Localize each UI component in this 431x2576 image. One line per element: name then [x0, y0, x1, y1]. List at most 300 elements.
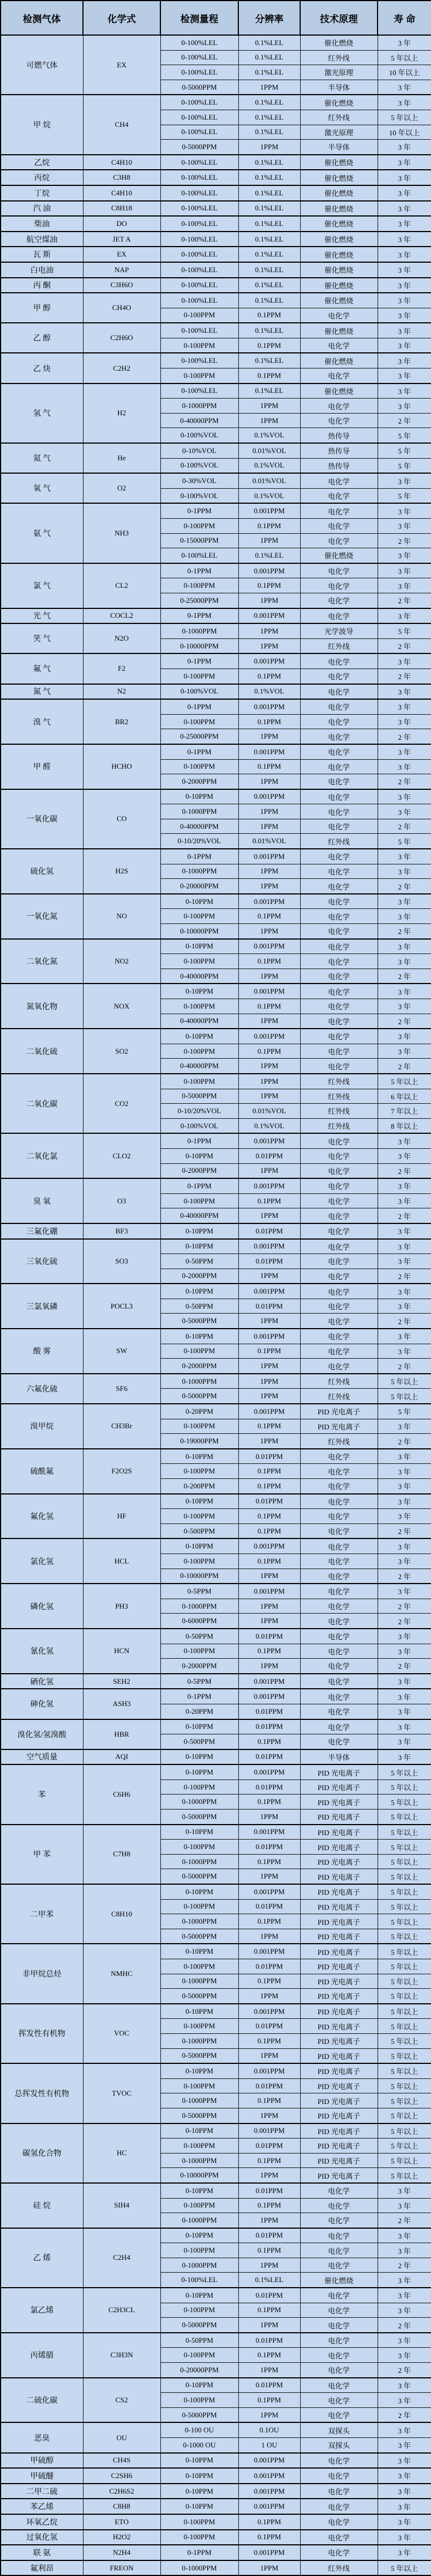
principle-cell: 催化燃烧: [300, 216, 378, 232]
lifespan-cell: 3 年: [378, 2422, 431, 2437]
range-cell: 0-10/20%VOL: [160, 834, 238, 849]
lifespan-cell: 3 年: [378, 1029, 431, 1044]
lifespan-cell: 3 年: [378, 1494, 431, 1509]
range-cell: 0-100%LEL: [160, 353, 238, 368]
resolution-cell: 0.1PPM: [238, 2514, 300, 2530]
lifespan-cell: 3 年: [378, 399, 431, 414]
formula-cell: He: [83, 443, 160, 473]
resolution-cell: 0.1PPM: [238, 1974, 300, 1989]
lifespan-cell: 5 年以上: [378, 2033, 431, 2048]
gas-name-cell: 硫酰氟: [1, 1449, 83, 1494]
lifespan-cell: 5 年以上: [378, 1764, 431, 1779]
formula-cell: CH4S: [83, 2453, 160, 2469]
formula-cell: HC: [83, 2123, 160, 2183]
gas-name-cell: 丙烷: [1, 170, 83, 185]
range-cell: 0-40000PPM: [160, 413, 238, 428]
principle-cell: 电化学: [300, 1029, 378, 1044]
resolution-cell: 1PPM: [238, 1614, 300, 1629]
range-cell: 0-100PPM: [160, 999, 238, 1014]
formula-cell: H2S: [83, 849, 160, 894]
resolution-cell: 0.1PPM: [238, 1344, 300, 1359]
resolution-cell: 0.1PPM: [238, 1795, 300, 1810]
gas-name-cell: 六氟化硫: [1, 1374, 83, 1404]
lifespan-cell: 2 年: [378, 2363, 431, 2378]
gas-name-cell: 酸 雾: [1, 1329, 83, 1374]
range-cell: 0-5000PPM: [160, 1810, 238, 1825]
resolution-cell: 0.1%LEL: [238, 125, 300, 140]
principle-cell: 电化学: [300, 1314, 378, 1329]
lifespan-cell: 5 年以上: [378, 2168, 431, 2183]
range-cell: 0-5000PPM: [160, 1389, 238, 1404]
table-row: [1, 1825, 431, 1840]
principle-cell: 红外线: [300, 1389, 378, 1404]
lifespan-cell: 5 年: [378, 488, 431, 503]
lifespan-cell: 3 年: [378, 155, 431, 170]
principle-cell: 电化学: [300, 1193, 378, 1208]
formula-cell: PH3: [83, 1584, 160, 1629]
formula-cell: SIH4: [83, 2183, 160, 2228]
lifespan-cell: 5 年以上: [378, 1929, 431, 1944]
table-row: [1, 2545, 431, 2560]
principle-cell: 电化学: [300, 1479, 378, 1494]
table-row: [1, 278, 431, 293]
lifespan-cell: 3 年: [378, 1299, 431, 1314]
range-cell: 0-10PPM: [160, 789, 238, 804]
range-cell: 0-40000PPM: [160, 1014, 238, 1029]
principle-cell: 电化学: [300, 1148, 378, 1163]
column-header: 分辨率: [238, 1, 300, 35]
formula-cell: JET A: [83, 232, 160, 247]
range-cell: 0-10PPM: [160, 894, 238, 909]
table-row: [1, 201, 431, 217]
lifespan-cell: 5 年以上: [378, 2048, 431, 2063]
table-row: [1, 623, 431, 638]
resolution-cell: 0.1%LEL: [238, 35, 300, 50]
resolution-cell: 0.1%LEL: [238, 232, 300, 247]
principle-cell: 催化燃烧: [300, 548, 378, 563]
principle-cell: 双探头: [300, 2438, 378, 2453]
resolution-cell: 0.1PPM: [238, 1464, 300, 1479]
column-header: 寿 命: [378, 1, 431, 35]
principle-cell: 电化学: [300, 2393, 378, 2408]
gas-name-cell: 白电油: [1, 262, 83, 278]
formula-cell: BR2: [83, 699, 160, 744]
resolution-cell: 0.01PPM: [238, 1449, 300, 1464]
range-cell: 0-100PPM: [160, 954, 238, 969]
range-cell: 0-100%LEL: [160, 50, 238, 65]
range-cell: 0-10/20%VOL: [160, 1104, 238, 1119]
gas-name-cell: 笑 气: [1, 623, 83, 653]
table-row: [1, 503, 431, 518]
range-cell: 0-1PPM: [160, 653, 238, 668]
lifespan-cell: 3 年: [378, 1584, 431, 1599]
range-cell: 0-25000PPM: [160, 729, 238, 744]
resolution-cell: 1 OU: [238, 2438, 300, 2453]
range-cell: 0-1PPM: [160, 849, 238, 864]
lifespan-cell: 2 年: [378, 924, 431, 939]
range-cell: 0-50PPM: [160, 1254, 238, 1269]
resolution-cell: 0.1PPM: [238, 1644, 300, 1659]
lifespan-cell: 3 年: [378, 2499, 431, 2514]
principle-cell: 红外线: [300, 1074, 378, 1089]
lifespan-cell: 2 年: [378, 1614, 431, 1629]
lifespan-cell: 3 年: [378, 2438, 431, 2453]
resolution-cell: 1PPM: [238, 1869, 300, 1884]
lifespan-cell: 3 年: [378, 35, 431, 50]
principle-cell: 催化燃烧: [300, 278, 378, 293]
range-cell: 0-10PPM: [160, 2004, 238, 2019]
lifespan-cell: 2 年: [378, 638, 431, 653]
principle-cell: 电化学: [300, 1269, 378, 1284]
table-row: [1, 353, 431, 368]
lifespan-cell: 2 年: [378, 2318, 431, 2333]
resolution-cell: 0.001PPM: [238, 1133, 300, 1148]
lifespan-cell: 3 年: [378, 2530, 431, 2545]
range-cell: 0-10PPM: [160, 1749, 238, 1765]
gas-name-cell: 溴 气: [1, 699, 83, 744]
resolution-cell: 1PPM: [238, 2048, 300, 2063]
table-row: [1, 2560, 431, 2576]
lifespan-cell: 5 年以上: [378, 1884, 431, 1899]
principle-cell: 电化学: [300, 2378, 378, 2393]
table-row: [1, 1239, 431, 1254]
principle-cell: 催化燃烧: [300, 201, 378, 217]
resolution-cell: 1PPM: [238, 1014, 300, 1029]
resolution-cell: 0.001PPM: [238, 939, 300, 954]
gas-name-cell: 联 氨: [1, 2545, 83, 2560]
range-cell: 0-1PPM: [160, 1178, 238, 1193]
lifespan-cell: 3 年: [378, 1689, 431, 1704]
lifespan-cell: 2 年: [378, 1599, 431, 1614]
formula-cell: C3H6O: [83, 278, 160, 293]
lifespan-cell: 5 年以上: [378, 2153, 431, 2168]
lifespan-cell: 2 年: [378, 1163, 431, 1178]
range-cell: 0-10PPM: [160, 2288, 238, 2303]
range-cell: 0-100PPM: [160, 1899, 238, 1914]
range-cell: 0-1PPM: [160, 1689, 238, 1704]
formula-cell: C4H10: [83, 155, 160, 170]
lifespan-cell: 2 年: [378, 2258, 431, 2273]
table-row: [1, 443, 431, 458]
range-cell: 0-100PPM: [160, 2243, 238, 2258]
gas-name-cell: 二氧化碳: [1, 1074, 83, 1133]
principle-cell: PID 光电离子: [300, 1825, 378, 1840]
gas-name-cell: 瓦 斯: [1, 247, 83, 262]
resolution-cell: 1PPM: [238, 1089, 300, 1104]
range-cell: 0-100%LEL: [160, 247, 238, 262]
principle-cell: 电化学: [300, 1239, 378, 1254]
resolution-cell: 0.1%VOL: [238, 428, 300, 443]
table-row: [1, 262, 431, 278]
resolution-cell: 0.001PPM: [238, 503, 300, 518]
principle-cell: 电化学: [300, 1599, 378, 1614]
table-row: [1, 170, 431, 185]
principle-cell: 电化学: [300, 2348, 378, 2363]
formula-cell: HCL: [83, 1538, 160, 1584]
range-cell: 0-1000PPM: [160, 2093, 238, 2108]
range-cell: 0-100PPM: [160, 2348, 238, 2363]
range-cell: 0-10%VOL: [160, 443, 238, 458]
resolution-cell: 0.01PPM: [238, 2228, 300, 2243]
resolution-cell: 1PPM: [238, 1074, 300, 1089]
gas-name-cell: 二甲苯: [1, 1884, 83, 1944]
range-cell: 0-20PPM: [160, 1404, 238, 1419]
range-cell: 0-10000PPM: [160, 1569, 238, 1584]
resolution-cell: 1PPM: [238, 2258, 300, 2273]
gas-name-cell: 乙 炔: [1, 353, 83, 383]
resolution-cell: 0.1PPM: [238, 2303, 300, 2318]
resolution-cell: 0.1PPM: [238, 368, 300, 384]
lifespan-cell: 5 年以上: [378, 1959, 431, 1974]
principle-cell: 电化学: [300, 1614, 378, 1629]
principle-cell: 红外线: [300, 2560, 378, 2576]
formula-cell: EX: [83, 247, 160, 262]
formula-cell: C2H4: [83, 2228, 160, 2288]
resolution-cell: 0.1%VOL: [238, 684, 300, 700]
formula-cell: C4H10: [83, 185, 160, 201]
lifespan-cell: 2 年: [378, 1523, 431, 1538]
principle-cell: 电化学: [300, 1359, 378, 1374]
formula-cell: C2SH6: [83, 2468, 160, 2484]
principle-cell: 电化学: [300, 399, 378, 414]
lifespan-cell: 5 年以上: [378, 2004, 431, 2019]
resolution-cell: 0.01PPM: [238, 1840, 300, 1855]
table-row: [1, 744, 431, 759]
formula-cell: HCHO: [83, 744, 160, 789]
formula-cell: DO: [83, 216, 160, 232]
gas-name-cell: 氮氧化物: [1, 984, 83, 1029]
lifespan-cell: 2 年: [378, 969, 431, 984]
formula-cell: H2O2: [83, 2530, 160, 2545]
lifespan-cell: 5 年以上: [378, 1795, 431, 1810]
resolution-cell: 0.001PPM: [238, 563, 300, 578]
lifespan-cell: 5 年: [378, 623, 431, 638]
resolution-cell: 0.01PPM: [238, 2139, 300, 2154]
principle-cell: 红外线: [300, 1434, 378, 1449]
principle-cell: 电化学: [300, 1719, 378, 1734]
resolution-cell: 0.001PPM: [238, 789, 300, 804]
principle-cell: PID 光电离子: [300, 1404, 378, 1419]
resolution-cell: 0.01PPM: [238, 1254, 300, 1269]
resolution-cell: 0.1PPM: [238, 2153, 300, 2168]
resolution-cell: 1PPM: [238, 864, 300, 879]
range-cell: 0-100PPM: [160, 1464, 238, 1479]
lifespan-cell: 3 年: [378, 759, 431, 774]
principle-cell: 热传导: [300, 443, 378, 458]
lifespan-cell: 5 年以上: [378, 1374, 431, 1389]
range-cell: 0-5000PPM: [160, 1869, 238, 1884]
range-cell: 0-5000PPM: [160, 140, 238, 155]
resolution-cell: 0.1%LEL: [238, 95, 300, 110]
range-cell: 0-100PPM: [160, 2019, 238, 2034]
resolution-cell: 1PPM: [238, 774, 300, 789]
resolution-cell: 0.1%LEL: [238, 201, 300, 217]
range-cell: 0-15000PPM: [160, 533, 238, 548]
principle-cell: 电化学: [300, 593, 378, 608]
lifespan-cell: 3 年: [378, 1704, 431, 1719]
resolution-cell: 0.01PPM: [238, 1704, 300, 1719]
resolution-cell: 1PPM: [238, 1359, 300, 1374]
lifespan-cell: 3 年: [378, 1133, 431, 1148]
lifespan-cell: 3 年: [378, 954, 431, 969]
lifespan-cell: 3 年: [378, 1223, 431, 1239]
lifespan-cell: 5 年以上: [378, 1810, 431, 1825]
lifespan-cell: 3 年: [378, 684, 431, 700]
table-row: [1, 2378, 431, 2393]
lifespan-cell: 5 年以上: [378, 2093, 431, 2108]
lifespan-cell: 3 年: [378, 984, 431, 999]
range-cell: 0-40000PPM: [160, 1059, 238, 1074]
range-cell: 0-2000PPM: [160, 1359, 238, 1374]
range-cell: 0-100%VOL: [160, 1118, 238, 1133]
lifespan-cell: 5 年以上: [378, 110, 431, 125]
range-cell: 0-10PPM: [160, 2228, 238, 2243]
principle-cell: 电化学: [300, 1254, 378, 1269]
principle-cell: 电化学: [300, 2288, 378, 2303]
resolution-cell: 1PPM: [238, 593, 300, 608]
formula-cell: CH4: [83, 95, 160, 154]
range-cell: 0-1000PPM: [160, 1974, 238, 1989]
principle-cell: PID 光电离子: [300, 2108, 378, 2123]
resolution-cell: 1PPM: [238, 2363, 300, 2378]
range-cell: 0-10PPM: [160, 2063, 238, 2078]
resolution-cell: 0.001PPM: [238, 1178, 300, 1193]
range-cell: 0-10PPM: [160, 1284, 238, 1299]
lifespan-cell: 3 年: [378, 185, 431, 201]
lifespan-cell: 3 年: [378, 368, 431, 384]
lifespan-cell: 2 年: [378, 1269, 431, 1284]
resolution-cell: 1PPM: [238, 80, 300, 95]
range-cell: 0-100%LEL: [160, 110, 238, 125]
lifespan-cell: 3 年: [378, 1344, 431, 1359]
range-cell: 0-1000PPM: [160, 2213, 238, 2228]
principle-cell: 电化学: [300, 533, 378, 548]
resolution-cell: 1PPM: [238, 1569, 300, 1584]
principle-cell: 电化学: [300, 2453, 378, 2469]
resolution-cell: 0.1PPM: [238, 714, 300, 729]
lifespan-cell: 3 年: [378, 1644, 431, 1659]
resolution-cell: 0.1%LEL: [238, 278, 300, 293]
principle-cell: 电化学: [300, 1163, 378, 1178]
resolution-cell: 0.1OU: [238, 2422, 300, 2437]
range-cell: 0-40000PPM: [160, 819, 238, 834]
lifespan-cell: 3 年: [378, 744, 431, 759]
range-cell: 0-100PPM: [160, 2139, 238, 2154]
resolution-cell: 1PPM: [238, 399, 300, 414]
range-cell: 0-1000PPM: [160, 1599, 238, 1614]
principle-cell: 电化学: [300, 2318, 378, 2333]
lifespan-cell: 3 年: [378, 353, 431, 368]
resolution-cell: 0.1%LEL: [238, 247, 300, 262]
principle-cell: 电化学: [300, 1044, 378, 1059]
resolution-cell: 0.1%LEL: [238, 293, 300, 308]
resolution-cell: 0.01PPM: [238, 2378, 300, 2393]
gas-name-cell: 甲 醛: [1, 744, 83, 789]
principle-cell: 催化燃烧: [300, 95, 378, 110]
principle-cell: 电化学: [300, 864, 378, 879]
principle-cell: 电化学: [300, 1494, 378, 1509]
table-row: [1, 2422, 431, 2437]
lifespan-cell: 2 年: [378, 1569, 431, 1584]
formula-cell: C3H3N: [83, 2333, 160, 2378]
formula-cell: H2: [83, 384, 160, 443]
gas-name-cell: 丁烷: [1, 185, 83, 201]
table-row: [1, 684, 431, 700]
resolution-cell: 1PPM: [238, 2560, 300, 2576]
formula-cell: NO2: [83, 939, 160, 984]
range-cell: 0-100PPM: [160, 578, 238, 593]
principle-cell: 催化燃烧: [300, 185, 378, 201]
table-row: [1, 653, 431, 668]
principle-cell: 红外线: [300, 638, 378, 653]
range-cell: 0-10PPM: [160, 1944, 238, 1959]
resolution-cell: 0.01PPM: [238, 1299, 300, 1314]
gas-name-cell: 环氧乙烷: [1, 2514, 83, 2530]
gas-name-cell: 砷化氢: [1, 1689, 83, 1719]
lifespan-cell: 3 年: [378, 1178, 431, 1193]
resolution-cell: 0.01PPM: [238, 1749, 300, 1765]
range-cell: 0-10PPM: [160, 2183, 238, 2198]
formula-cell: CO2: [83, 1074, 160, 1133]
lifespan-cell: 5 年以上: [378, 2560, 431, 2576]
gas-name-cell: 光 气: [1, 608, 83, 624]
principle-cell: PID 光电离子: [300, 1914, 378, 1929]
resolution-cell: 1PPM: [238, 1208, 300, 1223]
resolution-cell: 1PPM: [238, 533, 300, 548]
range-cell: 0-1000PPM: [160, 2153, 238, 2168]
resolution-cell: 0.01%VOL: [238, 1104, 300, 1119]
gas-name-cell: 臭 氧: [1, 1178, 83, 1223]
table-row: [1, 2333, 431, 2348]
resolution-cell: 1PPM: [238, 413, 300, 428]
principle-cell: PID 光电离子: [300, 1795, 378, 1810]
resolution-cell: 1PPM: [238, 1163, 300, 1178]
lifespan-cell: 3 年: [378, 1719, 431, 1734]
lifespan-cell: 5 年以上: [378, 50, 431, 65]
lifespan-cell: 2 年: [378, 1434, 431, 1449]
gas-name-cell: 氨 气: [1, 503, 83, 563]
gas-name-cell: 磷化氢: [1, 1584, 83, 1629]
lifespan-cell: 5 年以上: [378, 2139, 431, 2154]
principle-cell: 电化学: [300, 578, 378, 593]
range-cell: 0-100%LEL: [160, 95, 238, 110]
range-cell: 0-50PPM: [160, 1629, 238, 1644]
range-cell: 0-1000PPM: [160, 399, 238, 414]
resolution-cell: 0.001PPM: [238, 1404, 300, 1419]
gas-name-cell: 汽 油: [1, 201, 83, 217]
column-header: 检测量程: [160, 1, 238, 35]
lifespan-cell: 7 年以上: [378, 1104, 431, 1119]
lifespan-cell: 3 年: [378, 1239, 431, 1254]
range-cell: 0-1000PPM: [160, 2560, 238, 2576]
lifespan-cell: 8 年以上: [378, 1118, 431, 1133]
principle-cell: 电化学: [300, 789, 378, 804]
range-cell: 0-5000PPM: [160, 2048, 238, 2063]
lifespan-cell: 3 年: [378, 1044, 431, 1059]
principle-cell: PID 光电离子: [300, 1764, 378, 1779]
resolution-cell: 0.1%LEL: [238, 65, 300, 80]
formula-cell: C6H6: [83, 1764, 160, 1824]
principle-cell: 红外线: [300, 110, 378, 125]
range-cell: 0-10PPM: [160, 1449, 238, 1464]
gas-name-cell: 二氧化氮: [1, 939, 83, 984]
formula-cell: NH3: [83, 503, 160, 563]
lifespan-cell: 3 年: [378, 262, 431, 278]
gas-name-cell: 甲 醇: [1, 293, 83, 323]
principle-cell: 半导体: [300, 1749, 378, 1765]
lifespan-cell: 10 年以上: [378, 65, 431, 80]
table-row: [1, 2530, 431, 2545]
